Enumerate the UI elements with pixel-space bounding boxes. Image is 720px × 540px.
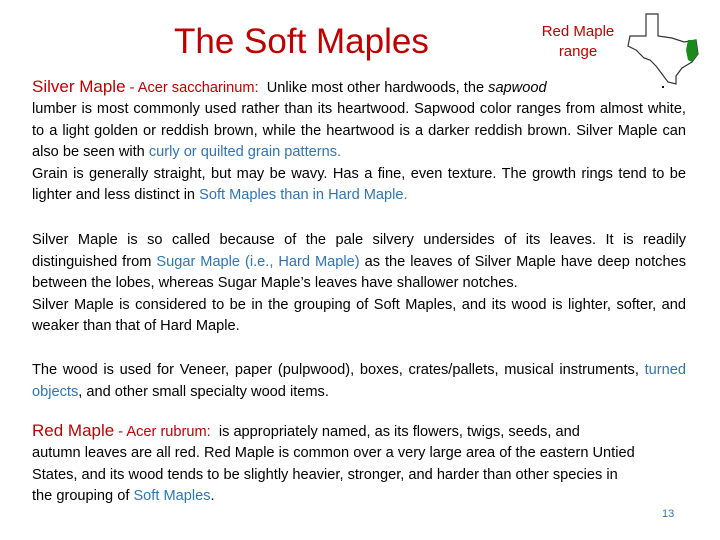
red-maple-paragraph — [32, 443, 642, 508]
turned-objects-link[interactable]: turned objects — [32, 362, 686, 400]
uses-paragraph — [32, 360, 686, 403]
silver-intro-text: Unlike most other hardwoods, the — [266, 80, 489, 96]
grain-text: Grain is generally straight, but may be wavy. Has a fine, even texture. The growth rings tend to be lighter and less distinct in — [32, 165, 686, 204]
page-number: 13 — [662, 508, 675, 520]
red-maple-name: Red Maple — [32, 421, 115, 440]
silver-maple-name: Silver Maple — [32, 77, 126, 96]
soft-maples-link[interactable]: Soft Maples — [133, 488, 211, 505]
red-maple-heading-line — [32, 420, 580, 444]
texas-range-map — [626, 10, 706, 86]
soft-vs-hard-maple-link[interactable]: Soft Maples than in Hard Maple. — [199, 187, 408, 204]
page-title: The Soft Maples — [174, 22, 429, 61]
sapwood-term: sapwood — [488, 80, 547, 96]
sugar-maple-link[interactable]: Sugar Maple (i.e., Hard Maple) — [156, 253, 360, 270]
grouping-text: Silver Maple is considered to be in the grouping of Soft Maples, and its wood is lighter, softer, and weaker than that of Hard Maple. — [32, 296, 686, 335]
grain-patterns-link[interactable]: curly or quilted grain patterns. — [148, 144, 342, 161]
red-maple-sep: - — [114, 424, 127, 440]
red-maple-latin: Acer rubrum: — [126, 424, 211, 440]
leaves-text-a: Silver Maple is so called because of the pale silvery undersides of its leaves. It is readily distinguished from — [32, 232, 686, 270]
red-body-end: . — [210, 488, 215, 505]
silver-maple-paragraph — [32, 99, 686, 207]
map-marker-dot — [662, 86, 664, 88]
silver-maple-latin: Acer saccharinum: — [137, 80, 259, 96]
red-body-text: autumn leaves are all red. Red Maple is common over a very large area of the eastern Untied States, and its wood tends to be slightly heavier, stronger, and harder than other species in the grouping of — [32, 445, 635, 505]
silver-maple-heading-line — [32, 76, 547, 100]
range-caption — [528, 22, 628, 62]
uses-text-a: The wood is used for Veneer, paper (pulpwood), boxes, crates/pallets, musical instruments, — [32, 362, 645, 378]
uses-text-b: , and other small specialty wood items. — [78, 383, 329, 400]
red-maple-range-area — [686, 40, 698, 62]
range-caption-line-2: range — [558, 43, 598, 60]
red-intro-text: is appropriately named, as its flowers, twigs, seeds, and — [218, 424, 580, 440]
silver-maple-sep: - — [125, 80, 138, 96]
silver-body-text: lumber is most commonly used rather than its heartwood. Sapwood color ranges from almost white, to a light golden or reddish brown, while the heartwood is a darker reddish brown. Silver Maple can also be seen with — [32, 101, 686, 161]
silver-leaves-paragraph — [32, 230, 686, 338]
range-caption-line-1: Red Maple — [541, 23, 615, 40]
leaves-text-b: as the leaves of Silver Maple have deep notches between the lobes, whereas Sugar Maple’s leaves have shallower notches. — [32, 253, 687, 292]
